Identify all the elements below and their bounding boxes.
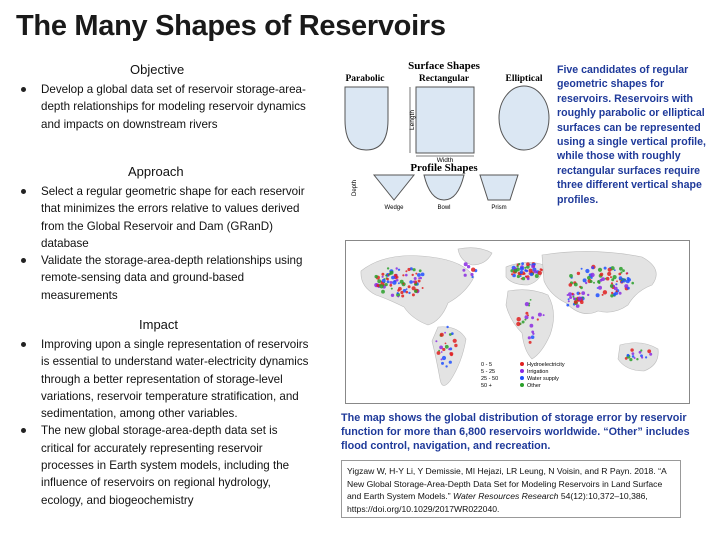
objective-list — [20, 81, 310, 133]
reservoir-point — [590, 277, 592, 279]
legend-range-2: 25 - 50 — [481, 376, 499, 382]
rectangular-label: Rectangular — [418, 74, 470, 84]
reservoir-point — [517, 275, 520, 278]
reservoir-point — [391, 288, 393, 290]
reservoir-point — [530, 273, 533, 276]
reservoir-point — [380, 284, 384, 288]
reservoir-point — [441, 358, 443, 360]
reservoir-point — [598, 268, 602, 272]
page-title: The Many Shapes of Reservoirs — [16, 10, 446, 42]
reservoir-point — [446, 326, 448, 328]
reservoir-point — [631, 282, 634, 285]
reservoir-point — [573, 297, 576, 300]
reservoir-point — [566, 304, 569, 307]
reservoir-point — [530, 299, 532, 301]
reservoir-point — [407, 268, 410, 271]
map-caption: The map shows the global distribution of storage error by reservoir function for more than 6,800 reservoirs worldwide. “Other” includes flood control, navigation, and recreation. — [341, 412, 690, 452]
reservoir-point — [531, 265, 535, 269]
reservoir-point — [390, 281, 393, 284]
reservoir-point — [381, 290, 385, 294]
reservoir-point — [616, 280, 618, 282]
impact-bullet: Improving upon a single representation of reservoirs is essential to understand water-electricity dynamics through a better representation of storage-level variations, reservoir temperature stratification, and sedimentation, among other variables. — [20, 336, 310, 422]
reservoir-point — [591, 266, 593, 268]
reservoir-point — [587, 294, 589, 296]
reservoir-point — [574, 283, 578, 287]
reservoir-point — [442, 356, 446, 360]
legend-range-0: 0 - 5 — [481, 362, 493, 368]
reservoir-point — [615, 283, 617, 285]
reservoir-point — [412, 274, 414, 276]
reservoir-point — [381, 273, 384, 276]
reservoir-point — [580, 286, 583, 289]
reservoir-point — [520, 275, 522, 277]
reservoir-point — [471, 268, 475, 272]
reservoir-point — [397, 292, 399, 294]
reservoir-point — [579, 293, 581, 295]
reservoir-point — [398, 282, 400, 284]
objective-heading: Objective — [130, 62, 185, 77]
reservoir-point — [596, 293, 600, 297]
reservoir-point — [649, 353, 652, 356]
reservoir-point — [442, 348, 445, 351]
reservoir-point — [414, 290, 417, 293]
reservoir-point — [578, 297, 582, 301]
reservoir-point — [525, 312, 528, 315]
reservoir-point — [538, 271, 542, 275]
reservoir-point — [569, 283, 573, 287]
reservoir-point — [412, 293, 415, 296]
reservoir-point — [445, 343, 447, 345]
reservoir-point — [405, 270, 407, 272]
reservoir-point — [624, 279, 626, 281]
reservoir-point — [619, 267, 623, 271]
reservoir-point — [401, 295, 404, 298]
reservoir-point — [524, 269, 526, 271]
legend-marker-hydro — [520, 362, 524, 366]
reservoir-point — [389, 284, 392, 287]
reservoir-point — [397, 296, 399, 298]
south-america-landmass — [432, 327, 466, 386]
reservoir-point — [621, 281, 623, 283]
approach-bullet: Validate the storage-area-depth relationships using remote-sensing data and ground-based measurements — [20, 252, 310, 304]
reservoir-point — [636, 358, 638, 360]
approach-bullet: Select a regular geometric shape for each reservoir that minimizes the errors relative to values derived from the Global Reservoir and Dam (GRanD) database — [20, 183, 310, 252]
reservoir-point — [641, 356, 643, 358]
reservoir-point — [632, 352, 635, 355]
reservoir-point — [602, 294, 604, 296]
citation-text: Yigzaw W, H-Y Li, Y Demissie, MI Hejazi, LR Leung, N Voisin, and R Payn. 2018. “A New Global Storage-Area-Depth Data Set for Modeling Reservoirs in Land Surface and Earth System Models.” — [347, 466, 667, 502]
world-reservoir-map — [345, 240, 690, 404]
reservoir-point — [450, 352, 454, 356]
reservoir-point — [576, 304, 580, 308]
reservoir-point — [422, 287, 424, 289]
reservoir-point — [541, 269, 543, 271]
reservoir-point — [590, 273, 594, 277]
reservoir-point — [385, 283, 388, 286]
legend-range-3: 50 + — [481, 383, 492, 389]
reservoir-point — [462, 269, 465, 272]
reservoir-point — [568, 300, 570, 302]
reservoir-point — [417, 273, 421, 277]
reservoir-point — [435, 340, 437, 342]
greenland-landmass — [458, 248, 492, 265]
reservoir-point — [522, 321, 525, 324]
reservoir-point — [518, 263, 520, 265]
reservoir-point — [522, 277, 525, 280]
legend-use-3: Other — [527, 383, 541, 389]
reservoir-point — [607, 272, 611, 276]
reservoir-shapes-figure — [340, 60, 552, 212]
reservoir-point — [529, 341, 532, 344]
reservoir-point — [534, 270, 537, 273]
reservoir-point — [415, 273, 417, 275]
rectangular-shape — [416, 87, 474, 153]
reservoir-point — [618, 273, 621, 276]
reservoir-point — [413, 268, 416, 271]
legend-marker-irrigation — [520, 369, 524, 373]
reservoir-point — [616, 290, 618, 292]
reservoir-point — [391, 276, 395, 280]
reservoir-point — [590, 280, 593, 283]
reservoir-point — [391, 294, 394, 297]
reservoir-point — [609, 267, 611, 269]
reservoir-point — [603, 290, 607, 294]
reservoir-point — [538, 313, 542, 317]
reservoir-point — [619, 276, 623, 280]
reservoir-point — [632, 355, 635, 358]
reservoir-point — [445, 365, 447, 367]
reservoir-point — [604, 267, 607, 270]
reservoir-point — [640, 349, 642, 351]
reservoir-point — [440, 333, 444, 337]
reservoir-point — [444, 332, 446, 334]
reservoir-point — [531, 335, 535, 339]
reservoir-point — [580, 300, 584, 304]
reservoir-point — [397, 289, 400, 292]
reservoir-point — [449, 361, 452, 364]
reservoir-point — [619, 292, 622, 295]
objective-bullet: Develop a global data set of reservoir storage-area-depth relationships for modeling reservoir dynamics and impacts on downstream rivers — [20, 81, 310, 133]
reservoir-point — [572, 296, 574, 298]
reservoir-point — [454, 344, 457, 347]
reservoir-point — [382, 276, 384, 278]
reservoir-point — [387, 267, 389, 269]
width-label: Width — [436, 157, 454, 164]
reservoir-point — [377, 279, 381, 283]
length-label: Length — [409, 110, 416, 130]
reservoir-point — [611, 292, 613, 294]
reservoir-point — [569, 296, 572, 299]
reservoir-point — [624, 284, 628, 288]
legend-marker-water-supply — [520, 376, 524, 380]
reservoir-point — [581, 291, 585, 295]
reservoir-point — [568, 292, 572, 296]
reservoir-point — [375, 275, 378, 278]
reservoir-point — [577, 272, 580, 275]
profile-shapes-title: Profile Shapes — [410, 162, 478, 174]
reservoir-point — [471, 276, 473, 278]
reservoir-point — [530, 324, 534, 328]
reservoir-point — [531, 316, 534, 319]
citation-details: 54(12):10,372–10,386, https://doi.org/10.1029/2017WR022040. — [347, 491, 648, 514]
reservoir-point — [610, 276, 612, 278]
reservoir-point — [600, 273, 604, 277]
reservoir-point — [583, 278, 587, 282]
reservoir-point — [517, 317, 521, 321]
reservoir-point — [445, 345, 449, 349]
elliptical-shape — [499, 86, 549, 150]
reservoir-point — [516, 322, 520, 326]
reservoir-point — [582, 297, 584, 299]
reservoir-point — [386, 278, 389, 281]
parabolic-shape — [345, 87, 388, 150]
reservoir-point — [613, 275, 617, 279]
reservoir-point — [470, 273, 473, 276]
reservoir-point — [396, 267, 398, 269]
reservoir-point — [598, 286, 602, 290]
reservoir-point — [400, 291, 403, 294]
reservoir-point — [419, 277, 422, 280]
reservoir-point — [537, 318, 539, 320]
reservoir-point — [532, 333, 534, 335]
reservoir-point — [406, 288, 408, 290]
reservoir-point — [525, 302, 529, 306]
reservoir-point — [610, 294, 613, 297]
reservoir-point — [593, 282, 595, 284]
reservoir-point — [467, 265, 470, 268]
prism-label: Prism — [491, 205, 507, 211]
reservoir-point — [398, 269, 400, 271]
reservoir-point — [543, 314, 545, 316]
reservoir-point — [598, 280, 600, 282]
reservoir-point — [409, 280, 413, 284]
reservoir-point — [535, 274, 539, 278]
legend-marker-other — [520, 383, 524, 387]
reservoir-point — [405, 274, 408, 277]
reservoir-point — [569, 274, 573, 278]
legend-range-1: 5 - 25 — [481, 369, 496, 375]
reservoir-point — [453, 339, 457, 343]
reservoir-point — [587, 276, 591, 280]
reservoir-point — [464, 274, 467, 277]
map-legend — [481, 362, 565, 389]
approach-list — [20, 183, 310, 304]
legend-use-0: Hydroelectricity — [527, 362, 565, 368]
reservoir-point — [377, 284, 380, 287]
parabolic-label: Parabolic — [345, 74, 385, 84]
approach-heading: Approach — [128, 164, 184, 179]
reservoir-point — [402, 274, 404, 276]
reservoir-point — [400, 280, 404, 284]
legend-use-2: Water supply — [527, 376, 559, 382]
reservoir-point — [614, 287, 618, 291]
reservoir-point — [418, 280, 421, 283]
impact-list — [20, 336, 310, 509]
legend-use-1: Irrigation — [527, 369, 549, 375]
reservoir-point — [523, 273, 525, 275]
reservoir-point — [628, 278, 631, 281]
reservoir-point — [568, 298, 570, 300]
reservoir-point — [645, 356, 647, 358]
impact-heading: Impact — [139, 317, 179, 332]
citation-journal: Water Resources Research — [453, 491, 559, 502]
reservoir-point — [629, 358, 632, 361]
reservoir-point — [525, 276, 527, 278]
reservoir-point — [421, 273, 425, 277]
reservoir-point — [389, 273, 392, 276]
reservoir-point — [514, 269, 518, 273]
reservoir-point — [413, 281, 415, 283]
reservoir-point — [520, 267, 524, 271]
reservoir-point — [441, 362, 444, 365]
citation-box — [341, 460, 681, 518]
reservoir-point — [626, 272, 628, 274]
depth-label: Depth — [352, 179, 358, 197]
elliptical-label: Elliptical — [505, 74, 543, 84]
reservoir-point — [408, 285, 411, 288]
reservoir-point — [585, 269, 589, 273]
australia-landmass — [618, 343, 658, 371]
reservoir-point — [524, 319, 526, 321]
reservoir-point — [387, 280, 390, 283]
impact-bullet: The new global storage-area-depth data set is critical for accurately representing reservoir processes in Earth system models, including the influence of reservoirs on regional hydrology, ecology, and biogeochemistry — [20, 422, 310, 508]
reservoir-point — [630, 348, 633, 351]
bowl-label: Bowl — [437, 205, 451, 211]
reservoir-point — [524, 267, 526, 269]
reservoir-point — [448, 348, 450, 350]
reservoir-point — [601, 277, 605, 281]
reservoir-point — [392, 280, 396, 284]
reservoir-point — [528, 336, 531, 339]
reservoir-point — [526, 262, 530, 266]
reservoir-point — [520, 271, 523, 274]
shapes-caption: Five candidates of regular geometric shapes for reservoirs. Reservoirs with roughly parabolic or elliptical surfaces can be represented using a single vertical profile, while those with roughly rectangular surfaces require three different vertical shape profiles. — [557, 64, 706, 206]
wedge-label: Wedge — [384, 205, 404, 211]
reservoir-point — [647, 349, 651, 353]
reservoir-point — [529, 269, 533, 273]
reservoir-point — [385, 275, 387, 277]
reservoir-point — [581, 268, 583, 270]
reservoir-point — [414, 277, 417, 280]
reservoir-point — [406, 291, 409, 294]
reservoir-point — [419, 269, 422, 272]
reservoir-point — [527, 314, 529, 316]
reservoir-point — [613, 285, 615, 287]
reservoir-point — [464, 262, 468, 266]
reservoir-point — [521, 262, 524, 265]
reservoir-point — [441, 351, 443, 353]
reservoir-point — [627, 354, 630, 357]
reservoir-point — [437, 351, 441, 355]
reservoir-point — [511, 273, 513, 275]
reservoir-point — [527, 277, 530, 280]
surface-shapes-title: Surface Shapes — [408, 60, 480, 72]
reservoir-point — [408, 292, 410, 294]
reservoir-point — [449, 333, 452, 336]
